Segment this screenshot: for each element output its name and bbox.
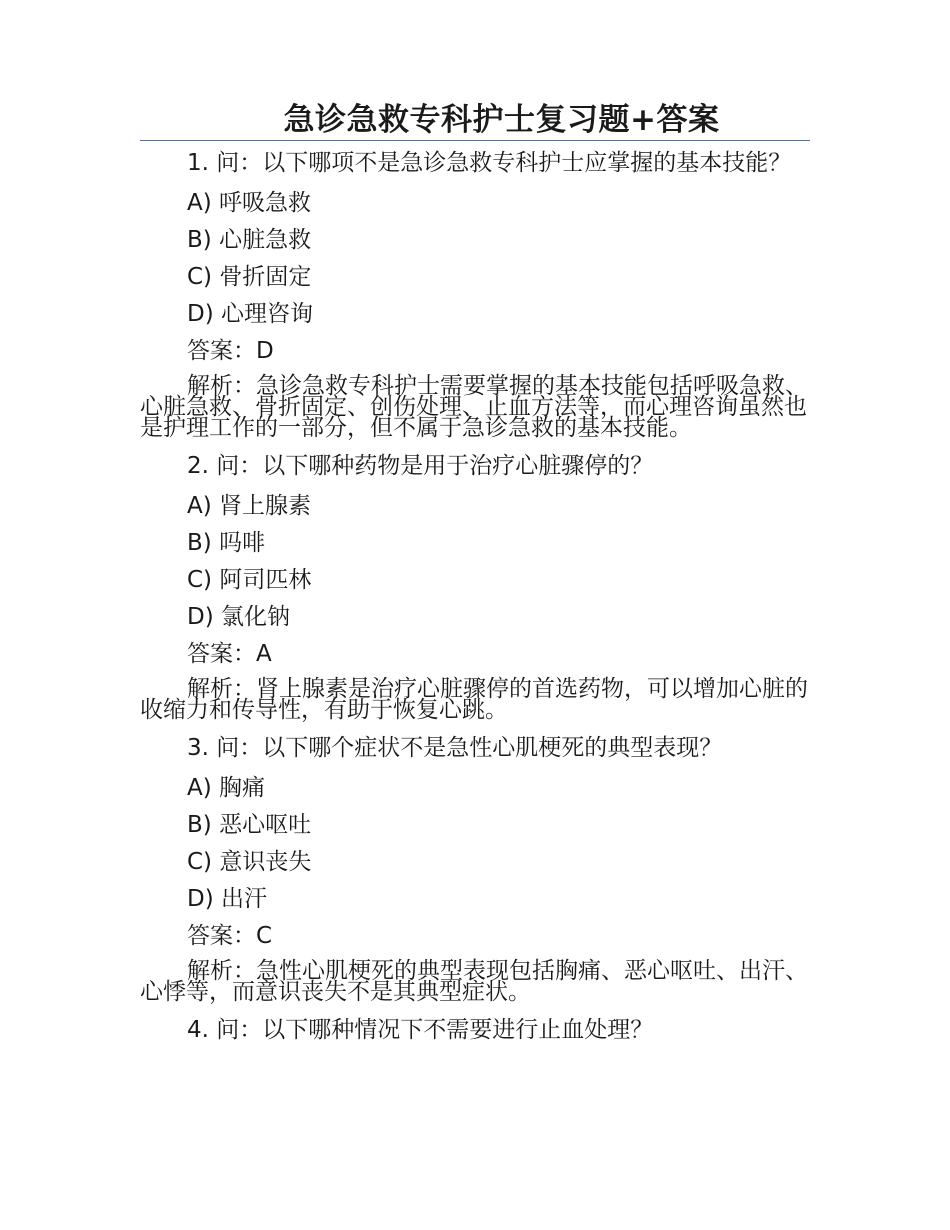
question-block xyxy=(140,151,810,439)
option-c: C) 骨折固定 xyxy=(187,264,312,290)
question-text: 1. 问：以下哪项不是急诊急救专科护士应掌握的基本技能？ xyxy=(187,150,792,176)
option-d: D) 氯化钠 xyxy=(187,604,290,630)
option-a: A) 呼吸急救 xyxy=(187,190,312,216)
explanation-text: 解析：急诊急救专科护士需要掌握的基本技能包括呼吸急救、心脏急救、骨折固定、创伤处理、止血方法等，而心理咨询虽然也是护理工作的一部分，但不属于急诊急救的基本技能。 xyxy=(140,373,808,441)
document-page xyxy=(140,100,810,1058)
explanation-text: 解析：急性心肌梗死的典型表现包括胸痛、恶心呕吐、出汗、心悸等，而意识丧失不是其典型症状。 xyxy=(140,958,808,1005)
option-c: C) 意识丧失 xyxy=(187,849,312,875)
title-underline xyxy=(140,140,810,141)
option-b: B) 心脏急救 xyxy=(187,227,312,253)
option-d: D) 出汗 xyxy=(187,886,267,912)
option-b: B) 吗啡 xyxy=(187,530,266,556)
question-block xyxy=(140,736,810,1003)
answer-text: 答案：A xyxy=(187,641,272,667)
option-a: A) 肾上腺素 xyxy=(187,493,312,519)
option-d: D) 心理咨询 xyxy=(187,301,313,327)
document-title: 急诊急救专科护士复习题+答案 xyxy=(283,102,720,138)
option-c: C) 阿司匹林 xyxy=(187,567,312,593)
answer-text: 答案：D xyxy=(187,338,274,364)
question-text: 4. 问：以下哪种情况下不需要进行止血处理？ xyxy=(187,1017,654,1043)
explanation-text: 解析：肾上腺素是治疗心脏骤停的首选药物，可以增加心脏的收缩力和传导性，有助于恢复心跳。 xyxy=(140,676,808,723)
question-block xyxy=(140,454,810,721)
option-b: B) 恶心呕吐 xyxy=(187,812,312,838)
question-block xyxy=(140,1018,810,1042)
answer-text: 答案：C xyxy=(187,923,273,949)
option-a: A) 胸痛 xyxy=(187,775,266,801)
question-text: 3. 问：以下哪个症状不是急性心肌梗死的典型表现？ xyxy=(187,735,723,761)
question-text: 2. 问：以下哪种药物是用于治疗心脏骤停的？ xyxy=(187,453,654,479)
